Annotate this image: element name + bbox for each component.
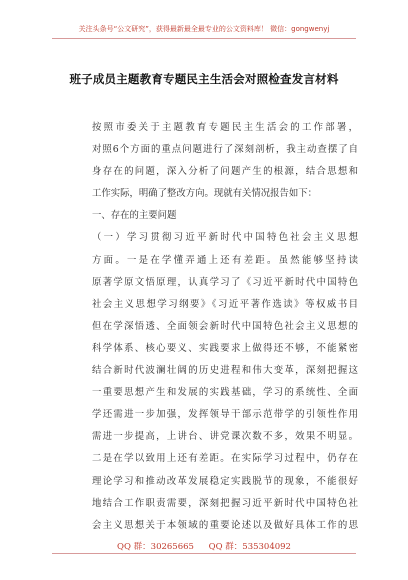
document-body: [92, 117, 358, 537]
body-line: 对照6个方面的重点问题进行了深刻剖析，我主动查摆了自: [92, 144, 358, 156]
header-divider: [52, 38, 356, 39]
body-line: 身存在的问题，深入分析了问题产生的根源，结合思想和: [92, 166, 358, 178]
body-line: 方面。一是在学懂弄通上还有差距。虽然能够坚持读: [92, 254, 358, 266]
document-title: 班子成员主题教育专题民主生活会对照检查发言材料: [69, 72, 339, 86]
footer-qq-group-2: QQ 群：535304092: [208, 542, 291, 552]
body-line: 二是在学以致用上还有差距。在实际学习过程中，仍存在: [92, 453, 358, 465]
footer-contact: [0, 540, 408, 552]
body-line: 但在学深悟透、全面领会新时代中国特色社会主义思想的: [92, 320, 358, 332]
body-line: 会主义思想关于本领域的重要论述以及做好具体工作的思: [92, 519, 358, 531]
body-line: 工作实际，明确了整改方向。现就有关情况报告如下：: [92, 188, 318, 200]
body-line: 科学体系、核心要义、实践要求上做得还不够，不能紧密: [92, 342, 358, 354]
footer-divider: [52, 553, 356, 554]
body-line: 理论学习和推动改革发展稳定实践脱节的现象，不能很好: [92, 475, 358, 487]
body-line: 学还需进一步加强，发挥领导干部示范带学的引领性作用: [92, 409, 358, 421]
body-line: 社会主义思想学习纲要》《习近平著作选读》等权威书目: [92, 298, 358, 310]
body-line: （一）学习贯彻习近平新时代中国特色社会主义思想: [92, 232, 358, 244]
body-line: 一重要思想产生和发展的实践基础，学习的系统性、全面: [92, 387, 358, 399]
body-line: 需进一步提高，上讲台、讲党课次数不多，效果不明显。: [92, 431, 358, 443]
body-line: 原著学原文悟原理，认真学习了《习近平新时代中国特色: [92, 276, 358, 288]
body-line: 按照市委关于主题教育专题民主生活会的工作部署，: [92, 122, 358, 133]
header-banner: 关注头条号“公文研究”，获得最新最全最专业的公文资料库！ 微信：gongwenyj: [78, 25, 330, 33]
body-line: 一、存在的主要问题: [92, 210, 177, 222]
footer-qq-group-1: QQ 群：30265665: [117, 542, 194, 552]
body-line: 结合新时代波澜壮阔的历史进程和伟大变革，深刻把握这: [92, 365, 358, 377]
body-line: 地结合工作职责需要，深刻把握习近平新时代中国特色社: [92, 497, 358, 509]
